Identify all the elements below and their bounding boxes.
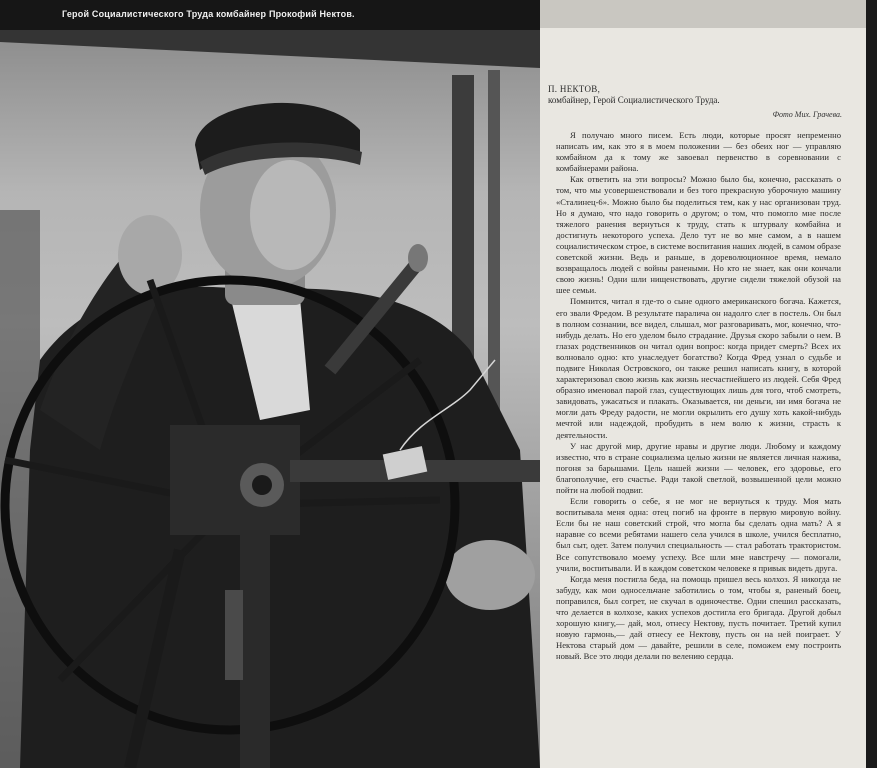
paragraph: Я получаю много писем. Есть люди, которые просят непременно написать им, как это я в моем положении — без обеих ног — управляю комбайном да к тому же завоевал первенство в соревновании с комбайнерами района.	[556, 130, 841, 174]
paragraph: Помнится, читал я где-то о сыне одного американского богача. Кажется, его звали Фредом. В результате паралича он надолго слег в постель. Он был в полном сознании, все видел, слышал, мог разговаривать, мог, конечно, что-нибудь делать. Но его уделом было страдание. Друзья скоро забыли о нем. В глазах родственников он читал один вопрос: когда придет смерть? Всех их волновало одно: кто унаследует богатство? Когда Фред узнал о судьбе и подвиге Николая Островского, он также решил написать книгу, в которой характеризовал свою жизнь как жизнь несчастнейшего из людей. Себя Фред образно именовал парой глаз, существующих лишь для того, чтоб смотреть, завидовать, ужасаться и плакать. Оказывается, ни деньги, ни имя богача не могли дать Фреду радости, не могли окрылить его душу хоть какой-нибудь мечтой или надеждой, пробудить в нем волю к жизни, страсть к деятельности.	[556, 296, 841, 440]
paragraph: Как ответить на эти вопросы? Можно было бы, конечно, рассказать о том, что мы усовершенствовали и без того прекрасную уборочную машину «Сталинец-6». Можно было бы поделиться тем, как у нас организован труд. Но я думаю, что надо говорить о другом; о том, что помогло мне после тяжелого ранения вернуться к труду, стать к штурвалу комбайна и достигнуть некоторого успеха. Дело тут не во мне самом, а в нашем социалистическом строе, в системе воспитания наших людей, в самом образе советской жизни. Ведь и раньше, в дореволюционное время, немало возвращалось людей с войны ранеными. Но кто не знает, как они кончали свою жизнь! Одни шли нищенствовать, другие сидели тяжелой обузой на шее семьи.	[556, 174, 841, 296]
author-title: комбайнер, Герой Социалистического Труда.	[548, 95, 720, 105]
article-header	[548, 84, 842, 106]
article-body	[556, 130, 841, 663]
page-edge	[866, 0, 877, 768]
photo-caption: Герой Социалистического Труда комбайнер Прокофий Нектов.	[62, 9, 355, 19]
photo-illustration	[0, 30, 540, 768]
author-name: П. НЕКТОВ,	[548, 84, 601, 94]
paragraph: Если говорить о себе, я не мог не вернуться к труду. Моя мать воспитывала меня одна: отец погиб на фронте в первую мировую войну. Если бы не наш советский строй, что могла бы сделать одна мать? А я наравне со всеми ребятами нашего села учился в школе, учился бесплатно, был сыт, одет. Затем получил специальность — стал работать трактористом. Все сопутствовало моему успеху. Все шли мне навстречу — помогали, учили, воспитывали. И в каждом советском человеке я привык видеть друга.	[556, 496, 841, 573]
combine-operator-photo	[0, 30, 540, 768]
paragraph: У нас другой мир, другие нравы и другие люди. Любому и каждому известно, что в стране социализма целью жизни не является личная нажива, погоня за барышами. Цель нашей жизни — человек, его здоровье, его благополучие, его счастье. Ради такой светлой, возвышенной цели можно пойти на любой подвиг.	[556, 440, 841, 495]
top-right-block	[540, 0, 877, 28]
photo-credit: Фото Мих. Грачева.	[772, 110, 842, 119]
paragraph: Когда меня постигла беда, на помощь пришел весь колхоз. Я никогда не забуду, как мои односельчане заботились о том, чтобы я, раненый боец, поправился, был согрет, не скучал в одиночестве. Одни спешил рассказать, что делается в колхозе, каких успехов достигла его бригада. Другой добыл хорошую книгу,— дай, мол, отнесу Нектову, пусть почитает. Третий купил новую гармонь,— дай отнесу ее Нектову, пусть он на ней поиграет. У Нектова старый дом — давайте, решили в селе, поможем ему построить новый. Все это люди делали по велению сердца.	[556, 573, 841, 662]
